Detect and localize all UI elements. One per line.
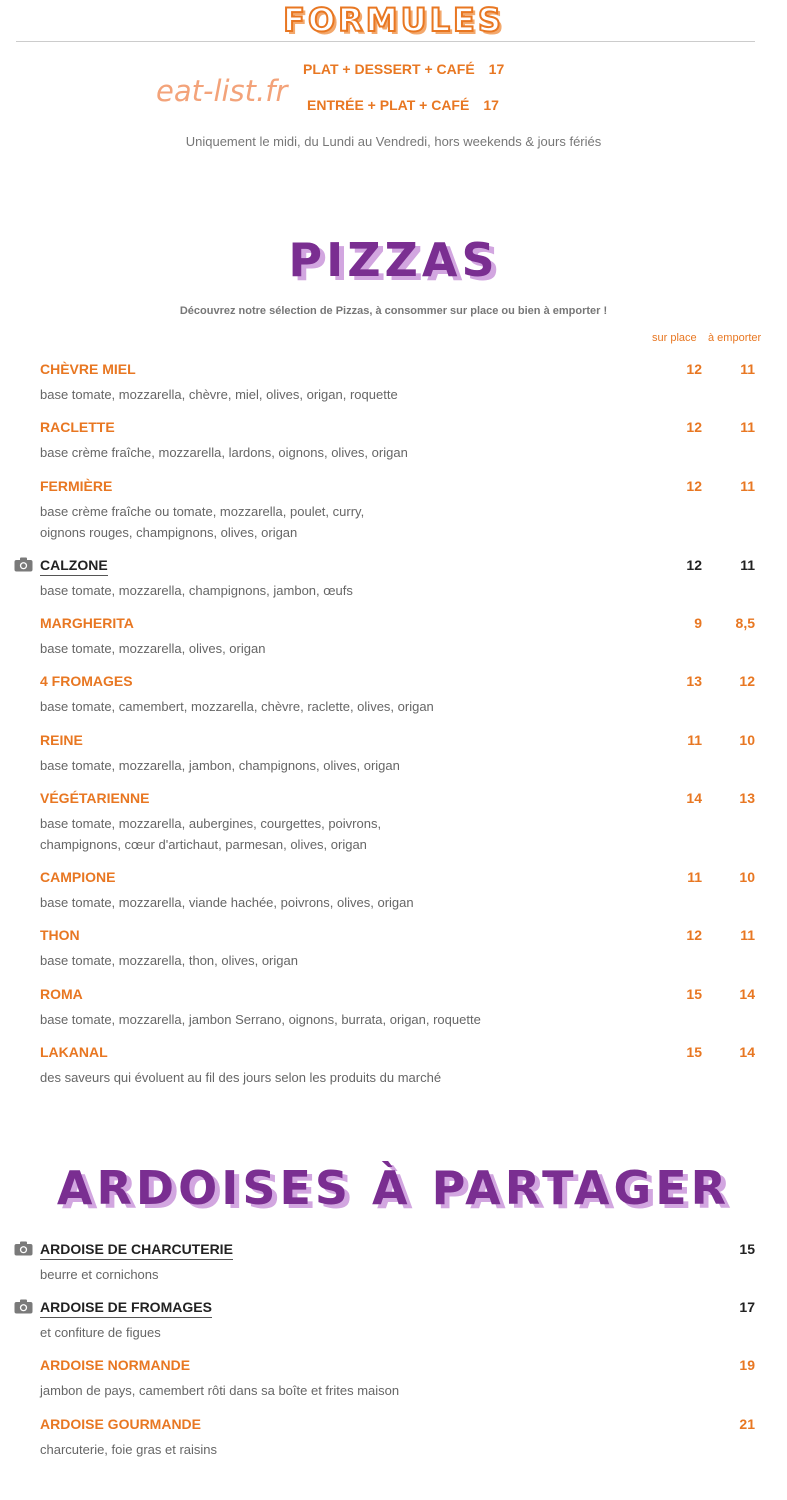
camera-icon[interactable] [14, 1299, 33, 1314]
price-sur-place: 12 [686, 478, 702, 494]
price-a-emporter: 11 [740, 419, 755, 435]
pizza-description [40, 1067, 640, 1088]
ardoise-price: 17 [739, 1299, 755, 1315]
pizza-description [40, 638, 640, 659]
pizza-name: VÉGÉTARIENNE [40, 790, 150, 806]
price-a-emporter: 13 [739, 790, 755, 806]
pizza-name: THON [40, 927, 80, 943]
formules-title: FORMULES [283, 1, 504, 39]
pizza-description-line: base crème fraîche ou tomate, mozzarella, poulet, curry, [40, 504, 365, 519]
price-a-emporter: 12 [739, 673, 755, 689]
pizza-name: CHÈVRE MIEL [40, 361, 136, 377]
ardoise-description: charcuterie, foie gras et raisins [40, 1442, 218, 1457]
pizza-description [40, 696, 640, 717]
pizzas-intro: Découvrez notre sélection de Pizzas, à consommer sur place ou bien à emporter ! [179, 305, 608, 317]
ardoise-name: ARDOISE GOURMANDE [40, 1416, 202, 1432]
pizza-name: ROMA [40, 986, 83, 1002]
price-a-emporter: 10 [739, 732, 755, 748]
price-a-emporter: 10 [739, 869, 755, 885]
pizza-description [40, 442, 640, 463]
ardoise-name[interactable]: ARDOISE DE FROMAGES [40, 1298, 212, 1318]
pizza-name: FERMIÈRE [40, 478, 113, 494]
price-sur-place: 14 [686, 790, 702, 806]
pizza-description-line: base tomate, mozzarella, jambon Serrano, oignons, burrata, origan, roquette [40, 1012, 481, 1027]
watermark: eat-list.fr [156, 74, 288, 108]
pizza-description-line: base tomate, mozzarella, olives, origan [40, 641, 266, 656]
pizza-name: REINE [40, 732, 83, 748]
col-a-emporter: à emporter [708, 332, 762, 344]
formules-divider [16, 41, 755, 42]
pizza-description-line: base tomate, mozzarella, chèvre, miel, olives, origan, roquette [40, 387, 398, 402]
ardoise-description: beurre et cornichons [40, 1267, 159, 1282]
pizza-description [40, 950, 640, 971]
formule-label: PLAT + DESSERT + CAFÉ [303, 61, 475, 77]
ardoise-name: ARDOISE NORMANDE [40, 1357, 191, 1373]
camera-icon[interactable] [14, 557, 33, 572]
pizzas-title: PIZZAS [288, 233, 499, 287]
ardoise-description: jambon de pays, camembert rôti dans sa boîte et frites maison [40, 1383, 400, 1398]
formule-price: 17 [488, 61, 505, 77]
price-sur-place: 12 [686, 361, 702, 377]
price-sur-place: 13 [686, 673, 702, 689]
price-sur-place: 9 [694, 615, 702, 631]
price-sur-place: 12 [686, 927, 702, 943]
pizza-name: MARGHERITA [40, 615, 134, 631]
pizza-description [40, 892, 640, 913]
pizza-description [40, 501, 640, 543]
price-sur-place: 12 [686, 419, 702, 435]
price-a-emporter: 14 [739, 1044, 755, 1060]
formule-price: 17 [483, 97, 499, 113]
formules-note: Uniquement le midi, du Lundi au Vendredi, hors weekends & jours fériés [185, 134, 602, 149]
ardoise-price: 21 [739, 1416, 755, 1432]
pizza-description-line: base tomate, mozzarella, thon, olives, origan [40, 953, 298, 968]
pizza-name: LAKANAL [40, 1044, 108, 1060]
pizza-name: CAMPIONE [40, 869, 116, 885]
price-sur-place: 11 [687, 732, 702, 748]
pizza-name[interactable]: CALZONE [40, 556, 108, 576]
pizza-description-line: des saveurs qui évoluent au fil des jours selon les produits du marché [40, 1070, 442, 1085]
price-a-emporter: 11 [740, 361, 755, 377]
col-sur-place: sur place [652, 332, 697, 344]
price-sur-place: 15 [686, 1044, 702, 1060]
ardoise-price: 15 [739, 1241, 755, 1257]
ardoise-price: 19 [739, 1357, 755, 1373]
ardoise-name[interactable]: ARDOISE DE CHARCUTERIE [40, 1240, 233, 1260]
pizza-description-line: base tomate, mozzarella, viande hachée, poivrons, olives, origan [40, 895, 414, 910]
price-sur-place: 12 [686, 557, 702, 573]
price-a-emporter: 11 [740, 557, 755, 573]
pizza-description [40, 755, 640, 776]
ardoises-title: ARDOISES À PARTAGER [56, 1161, 731, 1215]
pizza-description [40, 813, 640, 855]
price-sur-place: 11 [687, 869, 702, 885]
ardoise-description: et confiture de figues [40, 1325, 161, 1340]
pizza-description-line: champignons, cœur d'artichaut, parmesan, olives, origan [40, 837, 367, 852]
formule-label: ENTRÉE + PLAT + CAFÉ [307, 97, 470, 113]
price-a-emporter: 11 [740, 927, 755, 943]
pizza-description-line: base tomate, camembert, mozzarella, chèvre, raclette, olives, origan [40, 699, 434, 714]
pizza-description-line: oignons rouges, champignons, olives, origan [40, 525, 298, 540]
pizza-description-line: base tomate, mozzarella, aubergines, courgettes, poivrons, [40, 816, 382, 831]
formule-offer-2 [307, 96, 499, 114]
pizza-name: RACLETTE [40, 419, 115, 435]
price-sur-place: 15 [686, 986, 702, 1002]
camera-icon[interactable] [14, 1241, 33, 1256]
pizza-description-line: base tomate, mozzarella, champignons, jambon, œufs [40, 583, 353, 598]
pizza-name: 4 FROMAGES [40, 673, 133, 689]
price-a-emporter: 14 [739, 986, 755, 1002]
price-a-emporter: 8,5 [735, 615, 755, 631]
pizza-description-line: base tomate, mozzarella, jambon, champignons, olives, origan [40, 758, 400, 773]
pizza-description-line: base crème fraîche, mozzarella, lardons, oignons, olives, origan [40, 445, 408, 460]
pizza-description [40, 384, 640, 405]
pizza-description [40, 1009, 640, 1030]
price-a-emporter: 11 [740, 478, 755, 494]
formule-offer-1 [303, 60, 504, 78]
pizza-description [40, 580, 640, 601]
